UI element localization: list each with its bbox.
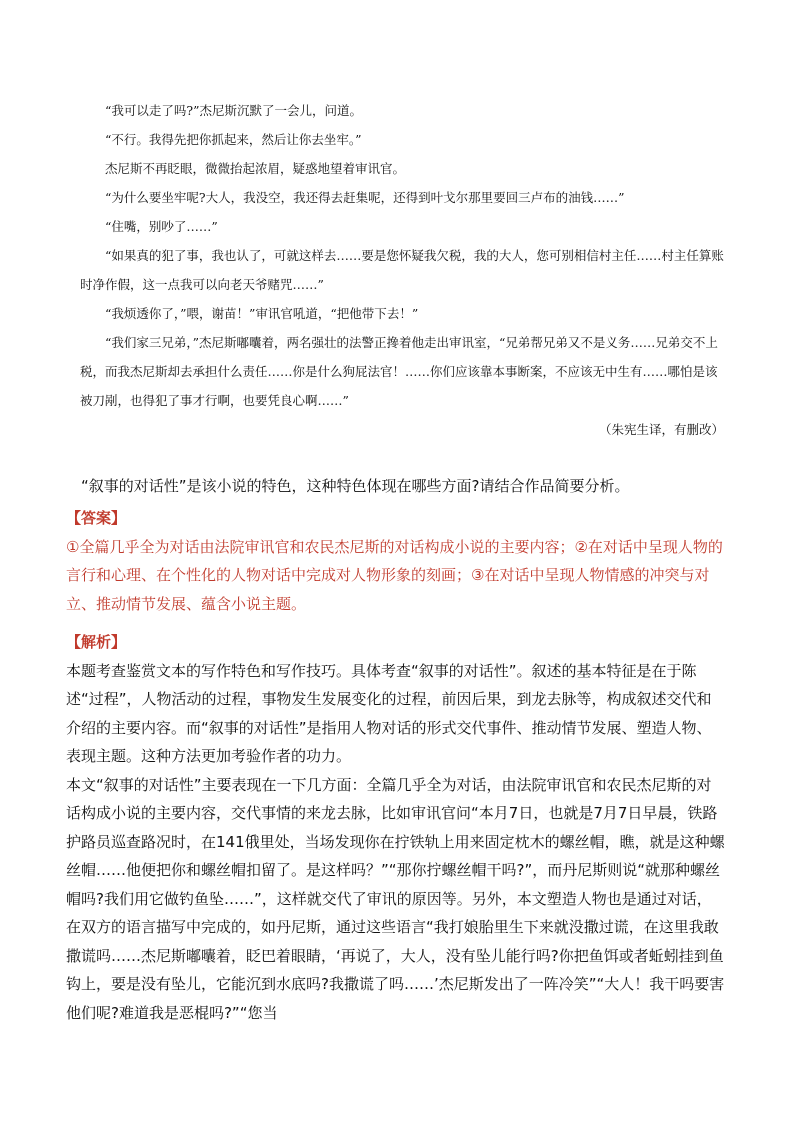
translation-source: （朱宪生译，有删改）: [598, 422, 724, 437]
analysis-paragraph: 本题考查鉴赏文本的写作特色和写作技巧。具体考查“叙事的对话性”。叙述的基本特征是在于陈述“过程”，人物活动的过程，事物发生发展变化的过程，前因后果，到龙去脉等，构成叙述交代和介绍的主要内容。而“叙事的对话性”是指用人物对话的形式交代事件、推动情节发展、塑造人物、表现主题。这种方法更加考验作者的功力。: [66, 661, 712, 765]
passage-paragraph: “为什么要坐牢呢?大人，我没空，我还得去赶集呢，还得到叶戈尔那里要回三卢布的油钱……”: [105, 190, 625, 205]
analysis-paragraph: 本文“叙事的对话性”主要表现在一下几方面：全篇几乎全为对话，由法院审讯官和农民杰尼斯的对话构成小说的主要内容，交代事情的来龙去脉，比如审讯官问“本月7日，也就是7月7日早晨，铁路护路员巡查路况时，在141俄里处，当场发现你在拧铁轨上用来固定枕木的螺丝帽，瞧，就是这种螺丝帽……他便把你和螺丝帽扣留了。是这样吗？”“那你拧螺丝帽干吗?”，而丹尼斯则说“就那种螺丝帽吗?我们用它做钓鱼坠……”，这样就交代了审讯的原因等。另外，本文塑造人物也是通过对话，在双方的语言描写中完成的，如丹尼斯，通过这些语言“我打娘胎里生下来就没撒过谎，在这里我敢撒谎吗……杰尼斯嘟囔着，眨巴着眼睛，‘再说了，大人，没有坠儿能行吗?你把鱼饵或者蚯蚓挂到鱼钩上，要是没有坠儿，它能沉到水底吗?我撒谎了吗……’杰尼斯发出了一阵冷笑”“大人！我干吗要害他们呢?难道我是恶棍吗?”“您当: [66, 775, 725, 1022]
question-text: “叙事的对话性”是该小说的特色，这种特色体现在哪些方面?请结合作品简要分析。: [81, 477, 630, 495]
passage-paragraph: “不行。我得先把你抓起来，然后让你去坐牢。”: [105, 132, 362, 147]
analysis-header: 【解析】: [66, 633, 127, 651]
passage-paragraph: “如果真的犯了事，我也认了，可就这样去……要是您怀疑我欠税，我的大人，您可别相信村主任……村主任算账时净作假，这一点我可以向老天爷赌咒……”: [80, 248, 724, 292]
passage-paragraph: “我烦透你了，”喂，谢苗！”审讯官吼道，“把他带下去！”: [105, 306, 419, 321]
passage-paragraph: “我可以走了吗?”杰尼斯沉默了一会儿，问道。: [105, 103, 362, 118]
passage-paragraph: 杰尼斯不再眨眼，微微抬起浓眉，疑惑地望着审讯官。: [105, 161, 406, 176]
answer-block: [66, 504, 726, 618]
answer-header: 【答案】: [66, 509, 127, 527]
question-block: [66, 472, 726, 501]
passage-paragraph: “住嘴，别吵了……”: [105, 219, 218, 234]
passage-paragraph: “我们家三兄弟，”杰尼斯嘟囔着，两名强壮的法警正搀着他走出审讯室，“兄弟帮兄弟又不是义务……兄弟交不上税，而我杰尼斯却去承担什么责任……你是什么狗屁法官！……你们应该靠本事断案，不应该无中生有……哪怕是该被刀剐，也得犯了事才行啊，也要凭良心啊……”: [80, 335, 718, 408]
answer-text: ①全篇几乎全为对话由法院审讯官和农民杰尼斯的对话构成小说的主要内容；②在对话中呈现人物的言行和心理、在个性化的人物对话中完成对人物形象的刻画；③在对话中呈现人物情感的冲突与对立、推动情节发展、蕴含小说主题。: [66, 537, 723, 613]
analysis-block: [66, 628, 726, 1027]
story-passage: [80, 96, 724, 444]
